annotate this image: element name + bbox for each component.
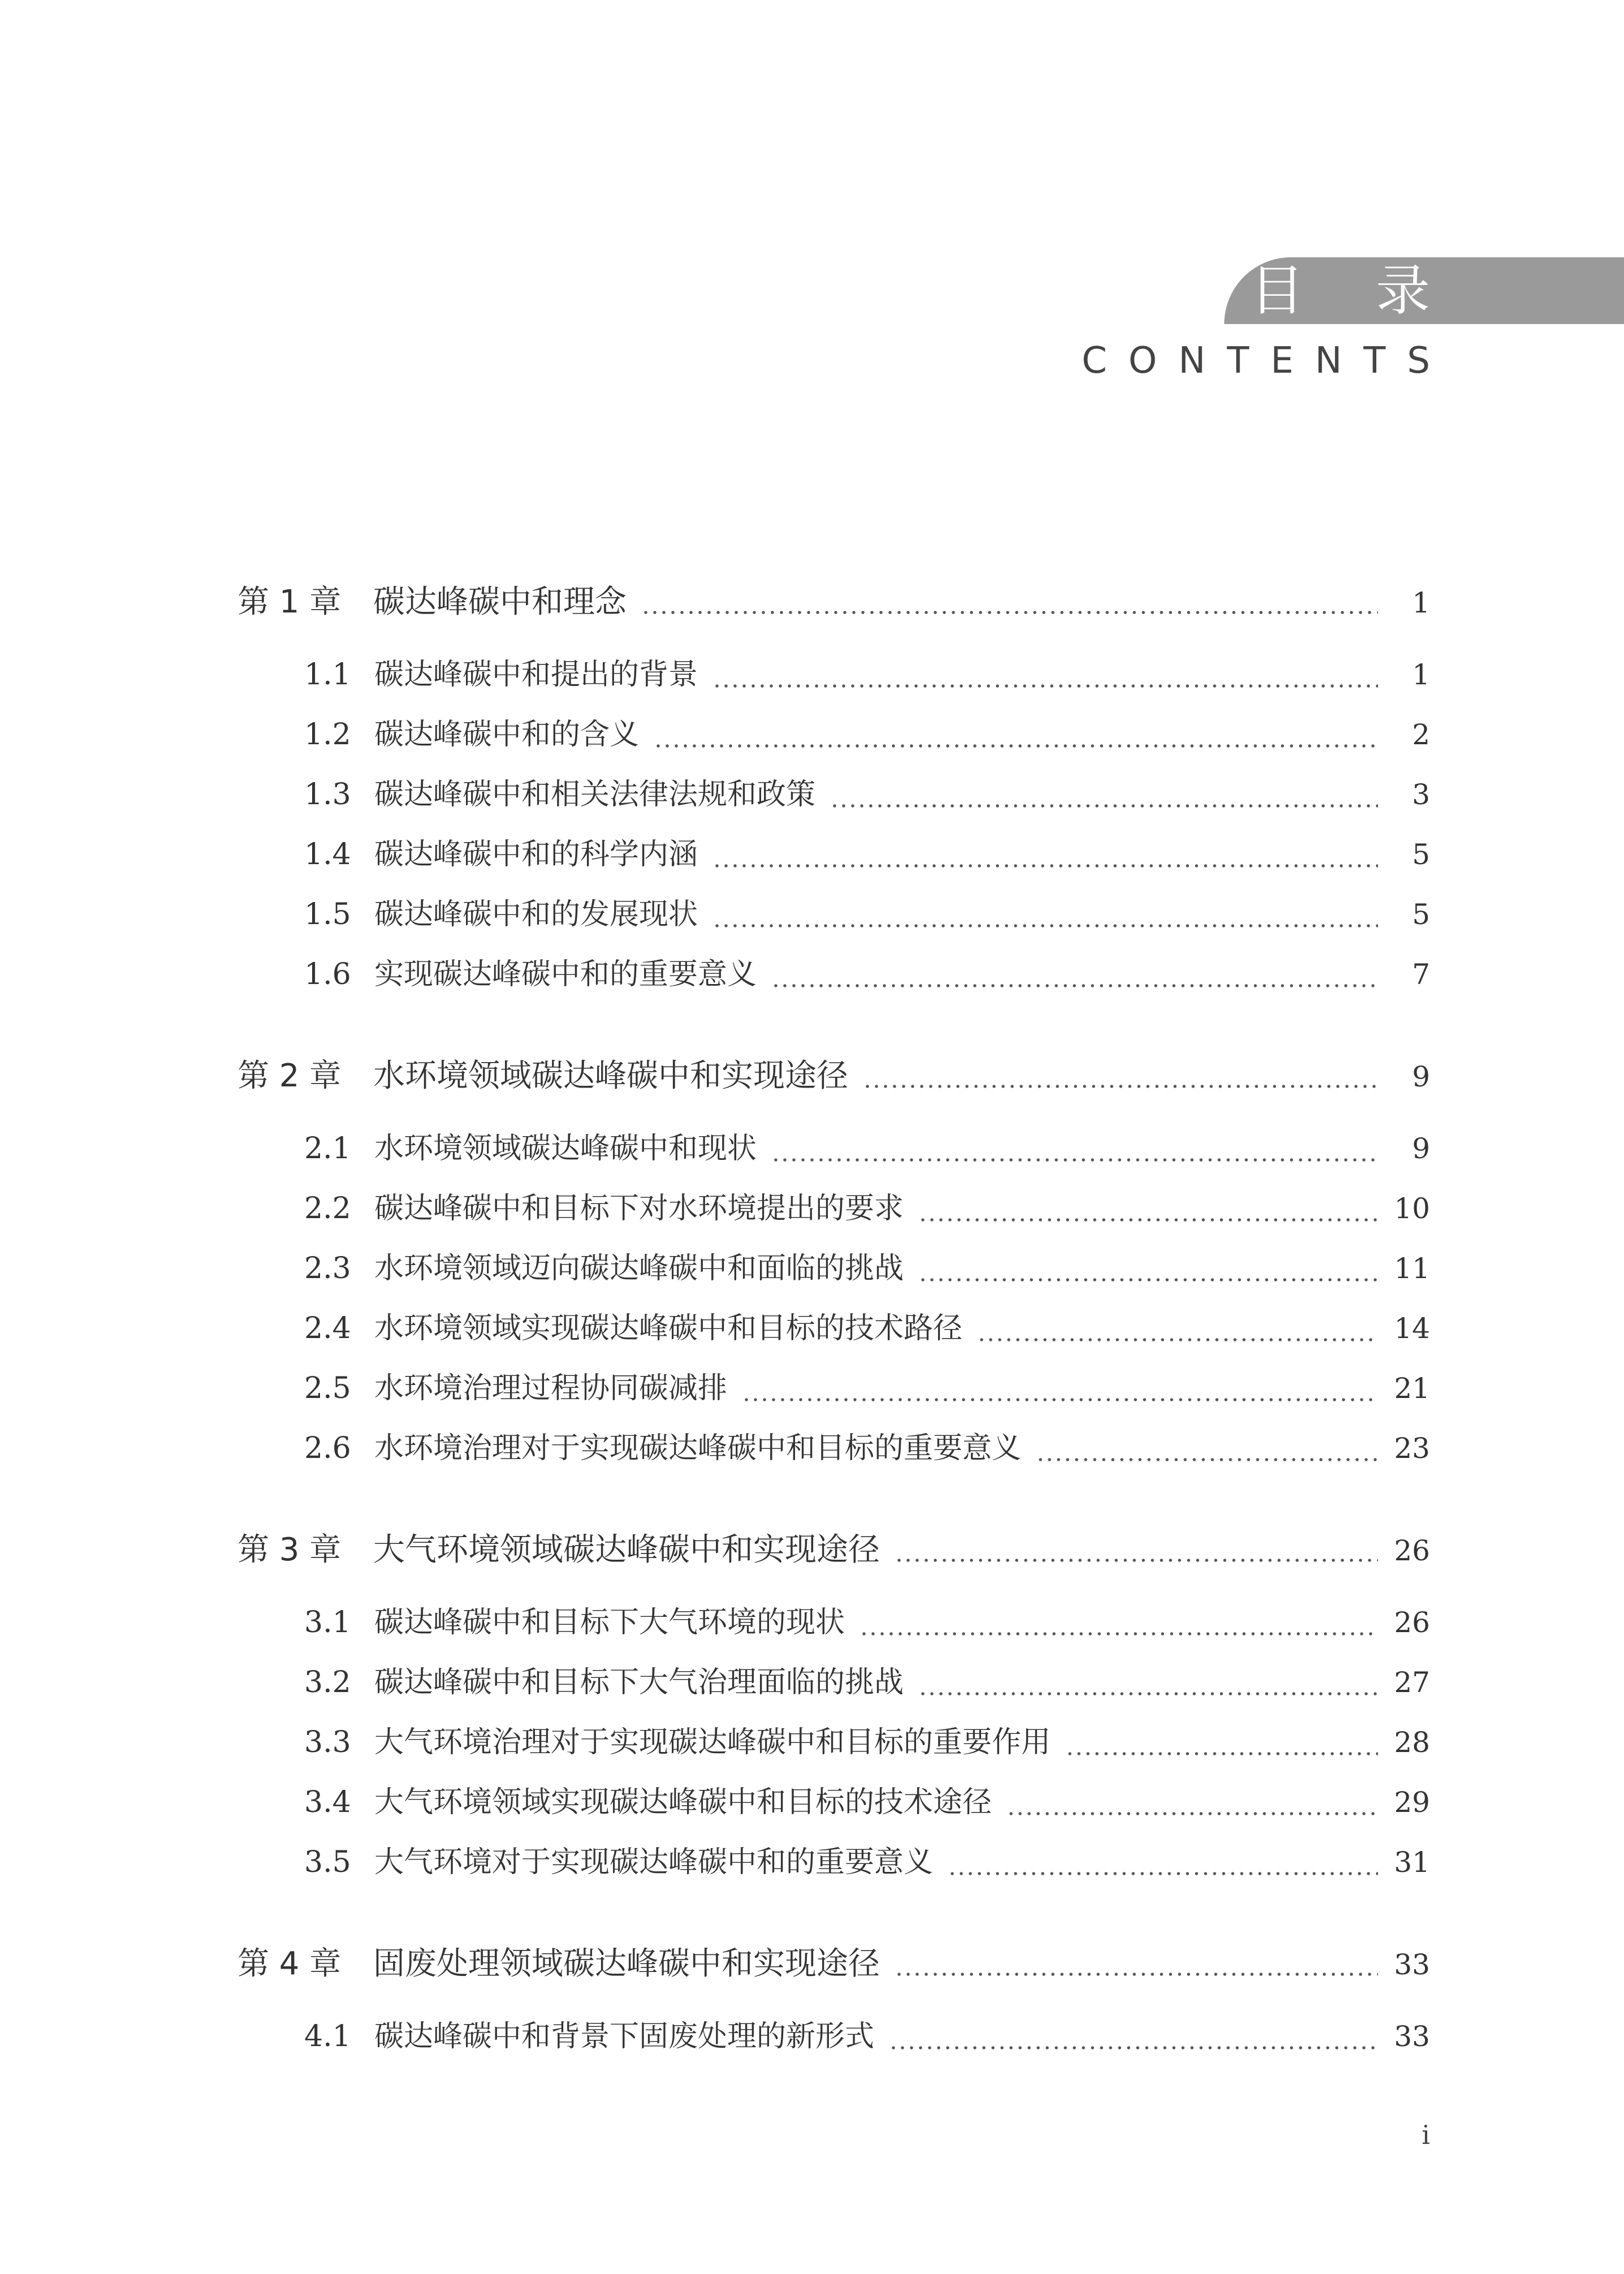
toc-entry-title: 碳达峰碳中和目标下大气环境的现状 xyxy=(374,1606,845,1639)
dot-leader xyxy=(654,743,1378,749)
toc-entry-title: 大气环境治理对于实现碳达峰碳中和目标的重要作用 xyxy=(374,1725,1051,1759)
dot-leader xyxy=(712,923,1378,929)
page-number: i xyxy=(1422,2120,1430,2150)
toc-entry-page: 5 xyxy=(1412,898,1430,931)
toc-section-row[interactable] xyxy=(237,1718,1430,1778)
toc-entry-title: 碳达峰碳中和理念 xyxy=(373,584,627,620)
toc-entry-number: 2.1 xyxy=(304,1132,351,1166)
toc-entry-title: 碳达峰碳中和提出的背景 xyxy=(374,658,698,692)
toc-entry-title: 大气环境领域碳达峰碳中和实现途径 xyxy=(373,1531,880,1568)
dot-leader xyxy=(830,803,1378,809)
toc-entry-number: 3.1 xyxy=(304,1606,351,1639)
toc-section-row[interactable] xyxy=(237,950,1430,1010)
toc-section-row[interactable] xyxy=(237,1658,1430,1718)
toc-entry-title: 碳达峰碳中和的发展现状 xyxy=(374,897,698,931)
toc-entry-page: 9 xyxy=(1412,1060,1430,1093)
toc-section-row[interactable] xyxy=(237,1184,1430,1244)
dot-leader xyxy=(863,1084,1378,1089)
toc-section-row[interactable] xyxy=(237,1424,1430,1484)
toc-entry-number: 1.3 xyxy=(304,778,351,812)
toc-entry-page: 2 xyxy=(1412,718,1430,751)
toc-entry-page: 9 xyxy=(1412,1132,1430,1165)
toc-entry-number: 2.2 xyxy=(304,1192,351,1226)
toc-entry-page: 1 xyxy=(1412,658,1430,691)
toc-entry-title: 碳达峰碳中和目标下对水环境提出的要求 xyxy=(374,1192,904,1226)
dot-leader xyxy=(895,1971,1378,1977)
toc-entry-title: 水环境领域迈向碳达峰碳中和面临的挑战 xyxy=(374,1252,904,1285)
toc-entry-title: 水环境领域实现碳达峰碳中和目标的技术路径 xyxy=(374,1311,963,1345)
dot-leader xyxy=(1007,1811,1378,1816)
dot-leader xyxy=(889,2045,1378,2051)
toc-section-row[interactable] xyxy=(237,1304,1430,1364)
dot-leader xyxy=(712,863,1378,869)
toc-entry-page: 11 xyxy=(1394,1252,1430,1285)
toc-chapter-row[interactable] xyxy=(237,1051,1430,1111)
toc-entry-number: 3.4 xyxy=(304,1785,351,1819)
toc-entry-title: 水环境治理过程协同碳减排 xyxy=(374,1371,728,1405)
toc-entry-page: 33 xyxy=(1394,1948,1430,1981)
toc-section-row[interactable] xyxy=(237,1244,1430,1304)
dot-leader xyxy=(742,1397,1378,1403)
toc-chapter-row[interactable] xyxy=(237,577,1430,637)
table-of-contents xyxy=(237,577,1430,2072)
toc-entry-page: 27 xyxy=(1394,1666,1430,1699)
toc-chapter-row[interactable] xyxy=(237,1939,1430,1999)
toc-entry-number: 第 4 章 xyxy=(237,1945,342,1982)
toc-entry-title: 碳达峰碳中和目标下大气治理面临的挑战 xyxy=(374,1665,904,1699)
toc-entry-page: 23 xyxy=(1394,1432,1430,1465)
dot-leader xyxy=(977,1337,1378,1343)
toc-entry-page: 5 xyxy=(1412,838,1430,871)
toc-entry-number: 1.6 xyxy=(304,957,351,991)
dot-leader xyxy=(948,1871,1378,1876)
toc-section-row[interactable] xyxy=(237,1838,1430,1898)
dot-leader xyxy=(859,1631,1378,1637)
toc-section-row[interactable] xyxy=(237,1778,1430,1838)
toc-entry-number: 1.5 xyxy=(304,897,351,931)
toc-entry-number: 4.1 xyxy=(304,2020,351,2053)
toc-entry-title: 水环境领域碳达峰碳中和实现途径 xyxy=(373,1058,848,1094)
toc-section-row[interactable] xyxy=(237,770,1430,830)
toc-entry-page: 31 xyxy=(1394,1846,1430,1879)
toc-entry-title: 碳达峰碳中和背景下固废处理的新形式 xyxy=(374,2020,875,2053)
toc-entry-title: 实现碳达峰碳中和的重要意义 xyxy=(374,957,757,991)
toc-entry-page: 29 xyxy=(1394,1786,1430,1819)
toc-entry-number: 第 1 章 xyxy=(237,584,342,620)
toc-section-row[interactable] xyxy=(237,1364,1430,1424)
toc-entry-page: 33 xyxy=(1394,2020,1430,2053)
toc-entry-page: 1 xyxy=(1412,586,1430,619)
toc-entry-number: 1.4 xyxy=(304,838,351,871)
toc-chapter-row[interactable] xyxy=(237,1525,1430,1585)
toc-entry-number: 2.4 xyxy=(304,1311,351,1345)
toc-entry-title: 大气环境领域实现碳达峰碳中和目标的技术途径 xyxy=(374,1785,992,1819)
toc-entry-page: 26 xyxy=(1394,1534,1430,1567)
dot-leader xyxy=(771,1157,1378,1163)
dot-leader xyxy=(771,983,1378,989)
toc-entry-page: 10 xyxy=(1394,1192,1430,1225)
toc-entry-page: 28 xyxy=(1394,1726,1430,1759)
toc-entry-page: 3 xyxy=(1412,778,1430,811)
toc-entry-title: 大气环境对于实现碳达峰碳中和的重要意义 xyxy=(374,1845,934,1879)
toc-entry-number: 第 3 章 xyxy=(237,1531,342,1568)
toc-section-row[interactable] xyxy=(237,650,1430,710)
toc-entry-number: 2.5 xyxy=(304,1371,351,1405)
toc-entry-title: 水环境治理对于实现碳达峰碳中和目标的重要意义 xyxy=(374,1431,1022,1465)
dot-leader xyxy=(895,1557,1378,1563)
toc-entry-number: 1.1 xyxy=(304,658,351,692)
toc-section-row[interactable] xyxy=(237,2012,1430,2072)
dot-leader xyxy=(918,1217,1378,1223)
toc-entry-title: 固废处理领域碳达峰碳中和实现途径 xyxy=(373,1945,880,1982)
toc-section-row[interactable] xyxy=(237,710,1430,770)
toc-entry-title: 碳达峰碳中和相关法律法规和政策 xyxy=(374,778,816,812)
toc-section-row[interactable] xyxy=(237,1598,1430,1658)
toc-section-row[interactable] xyxy=(237,890,1430,950)
toc-entry-page: 26 xyxy=(1394,1606,1430,1639)
dot-leader xyxy=(1036,1457,1378,1462)
toc-entry-title: 碳达峰碳中和的含义 xyxy=(374,718,640,752)
toc-entry-page: 14 xyxy=(1394,1312,1430,1345)
toc-entry-number: 2.6 xyxy=(304,1431,351,1465)
dot-leader xyxy=(918,1277,1378,1283)
page-title: 目 录 xyxy=(1250,259,1457,322)
dot-leader xyxy=(641,610,1378,615)
toc-entry-page: 7 xyxy=(1412,958,1430,991)
toc-entry-number: 3.3 xyxy=(304,1725,351,1759)
toc-entry-number: 3.2 xyxy=(304,1665,351,1699)
page-subtitle: CONTENTS xyxy=(1081,340,1452,382)
toc-section-row[interactable] xyxy=(237,1124,1430,1184)
dot-leader xyxy=(1065,1751,1378,1757)
toc-entry-page: 21 xyxy=(1394,1372,1430,1405)
dot-leader xyxy=(712,683,1378,689)
toc-entry-title: 碳达峰碳中和的科学内涵 xyxy=(374,838,698,871)
toc-entry-number: 3.5 xyxy=(304,1845,351,1879)
dot-leader xyxy=(918,1691,1378,1697)
toc-entry-number: 1.2 xyxy=(304,718,351,752)
toc-entry-number: 2.3 xyxy=(304,1252,351,1285)
toc-section-row[interactable] xyxy=(237,830,1430,890)
toc-entry-title: 水环境领域碳达峰碳中和现状 xyxy=(374,1132,757,1166)
toc-entry-number: 第 2 章 xyxy=(237,1058,342,1094)
